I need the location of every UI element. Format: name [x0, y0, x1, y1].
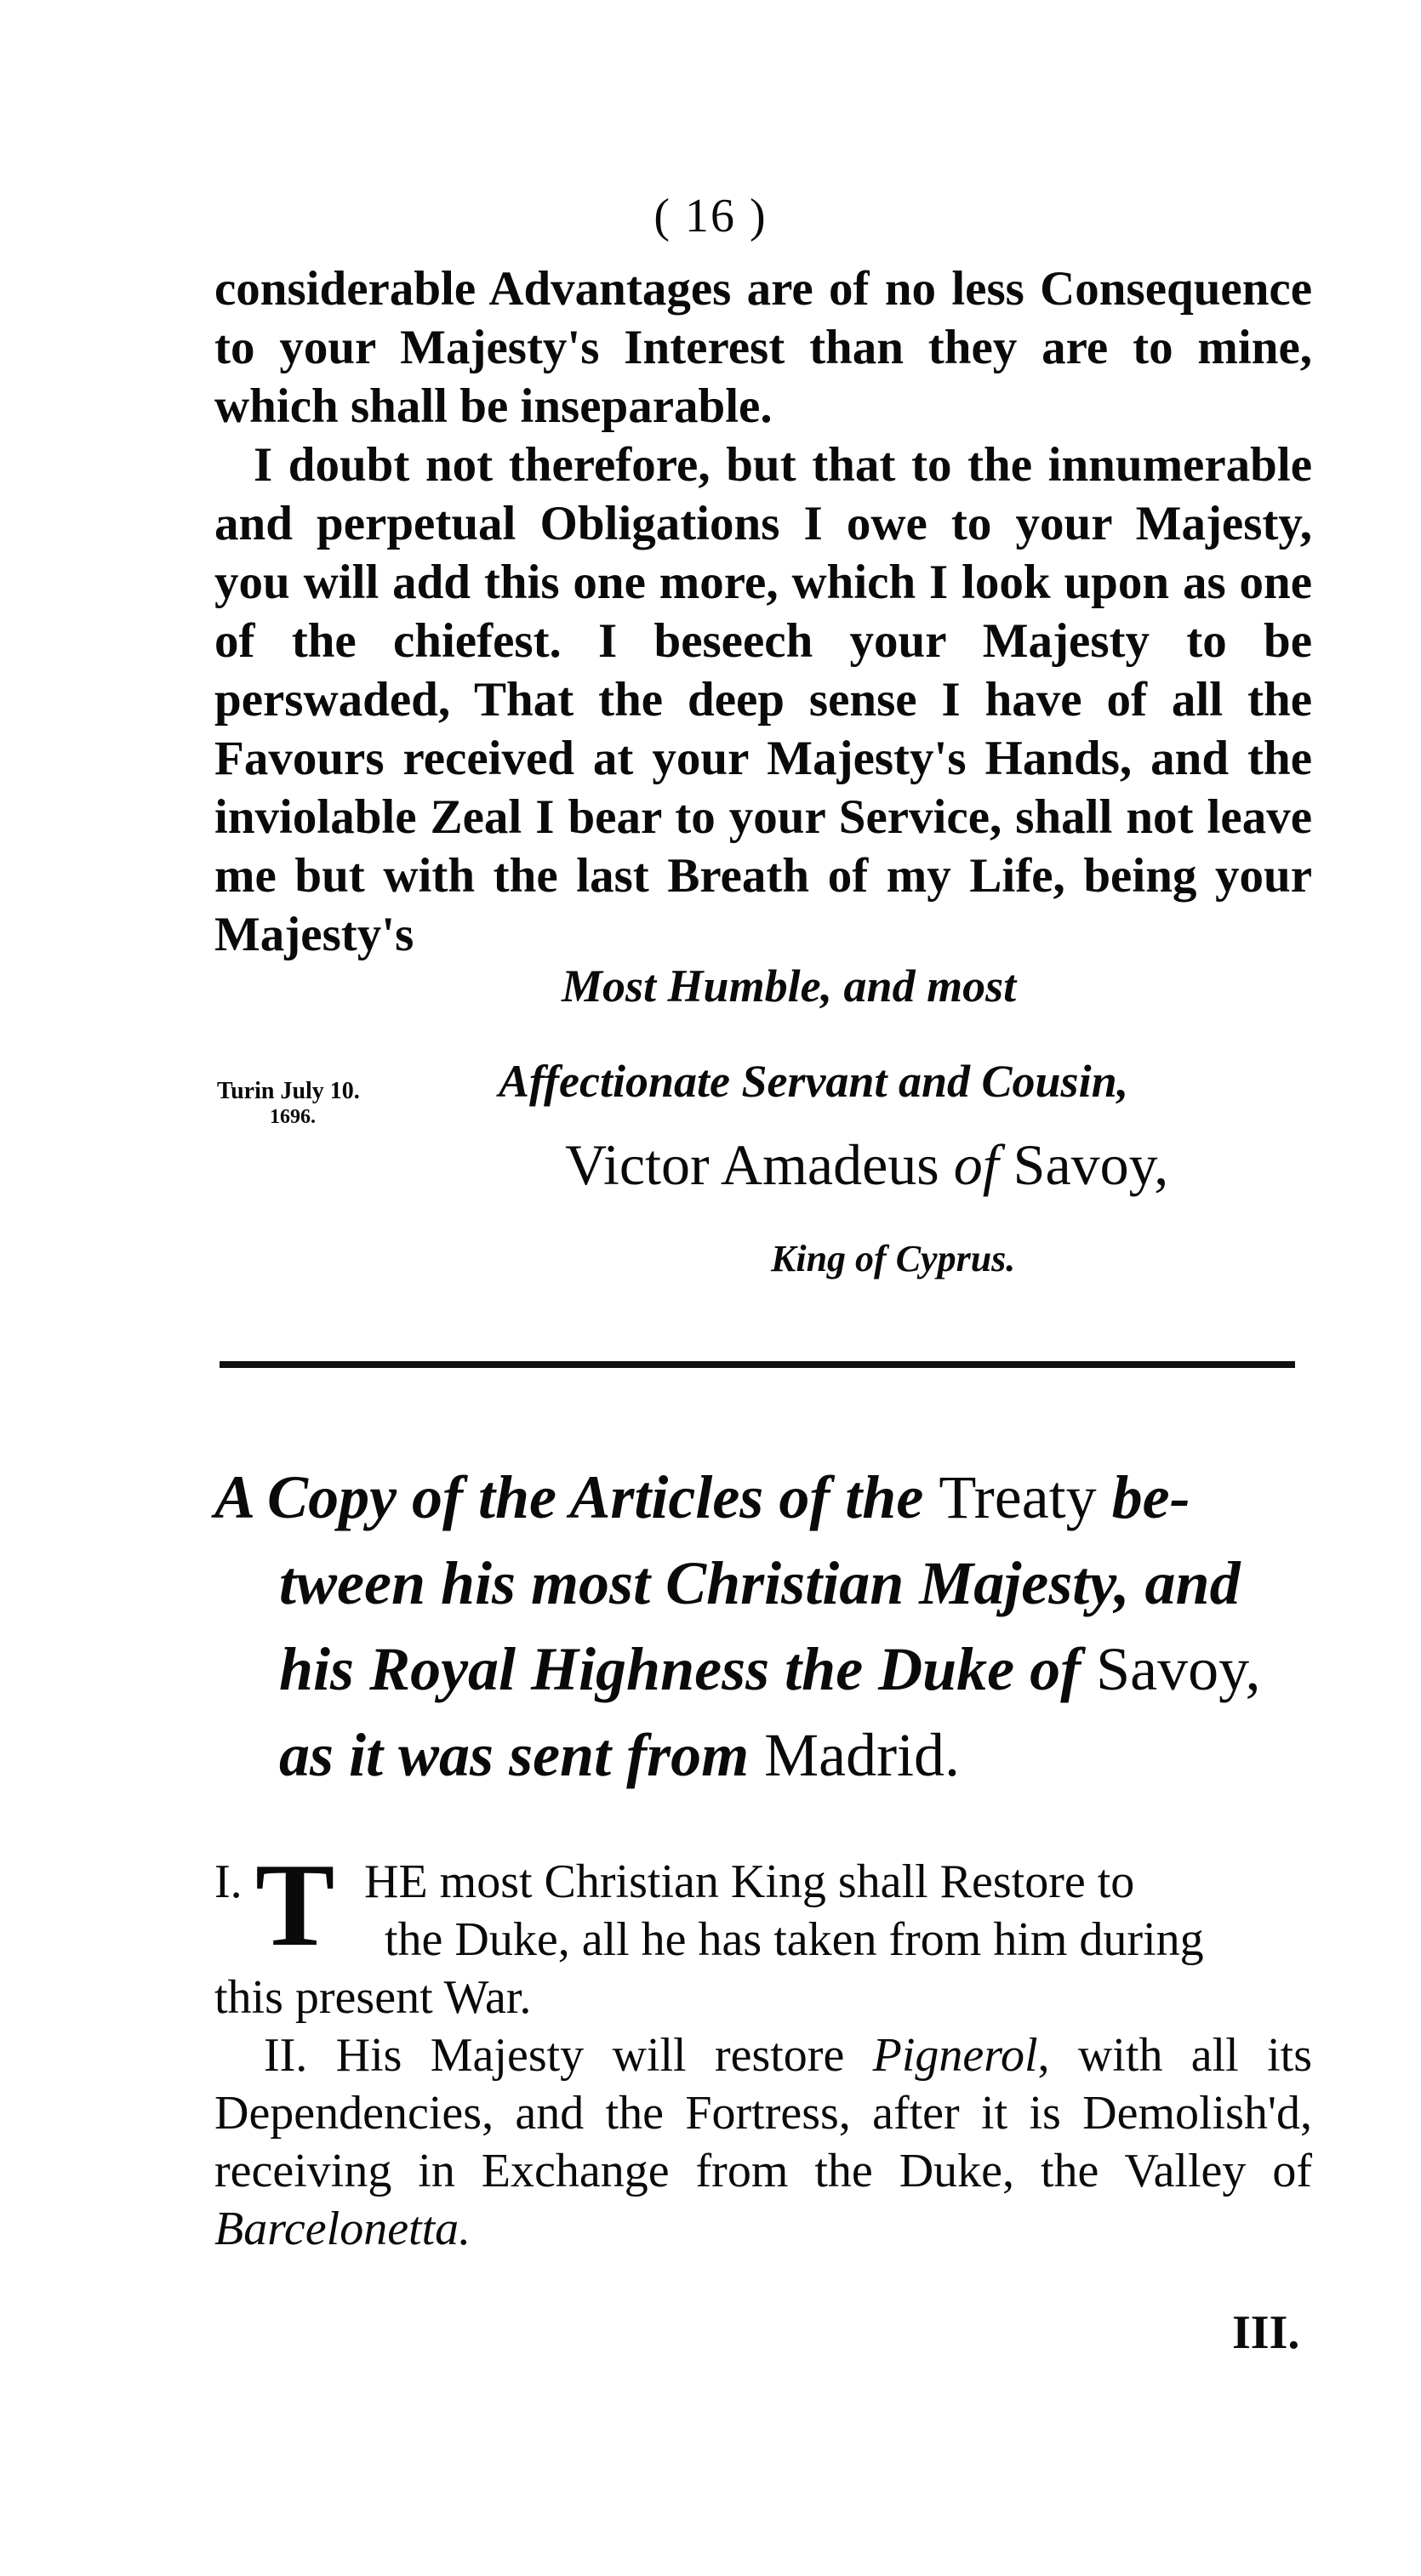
heading-line — [214, 1627, 1321, 1713]
dateline — [217, 1079, 360, 1130]
heading-text: Savoy, — [1096, 1635, 1261, 1703]
heading-line — [214, 1455, 1321, 1541]
heading-text: Madrid. — [764, 1721, 961, 1789]
closing-line: Most Humble, and most — [562, 960, 1017, 1012]
article-text: HE most Christian King shall Restore to — [364, 1855, 1135, 1908]
treaty-heading — [214, 1455, 1321, 1798]
heading-text: A Copy of the Articles of the — [214, 1463, 939, 1531]
article-text: II. His Majesty will restore — [264, 2029, 873, 2082]
article-number: I. — [214, 1855, 243, 1908]
heading-text: Treaty — [939, 1463, 1097, 1531]
signature-title: King of Cyprus. — [771, 1238, 1016, 1279]
place-name: Pignerol — [872, 2029, 1038, 2082]
treaty-articles — [214, 1839, 1312, 2258]
drop-cap: T — [255, 1839, 335, 1971]
heading-text: as it was sent from — [279, 1721, 765, 1789]
signature-of: of — [953, 1132, 999, 1197]
heading-text: be- — [1096, 1463, 1190, 1531]
letter-paragraph: considerable Advantages are of no less Consequence to your Majesty's Interest than they are to mine, which shall be inseparable. — [214, 262, 1312, 433]
heading-text: his Royal Highness the Duke of — [279, 1635, 1097, 1703]
article-text: this present War. — [214, 1971, 532, 2024]
heading-line: tween his most Christian Majesty, and — [279, 1549, 1241, 1617]
section-divider — [220, 1361, 1295, 1368]
signature-name: Victor Amadeus — [565, 1132, 954, 1197]
dateline-place: Turin July 10. — [217, 1078, 360, 1104]
article-2 — [214, 2026, 1312, 2258]
letter-body — [214, 259, 1312, 964]
article-1 — [214, 1839, 1312, 2026]
place-name: Barcelonetta. — [214, 2203, 471, 2255]
signature-place: Savoy, — [998, 1132, 1169, 1197]
letter-paragraph: I doubt not therefore, but that to the innumerable and perpetual Obligations I owe to your Majesty, you will add this one more, which I look upon as one of the chiefest. I beseech your Majesty to be perswaded, That the deep sense I have of all the Favours received at your Majesty's Hands, and the inviolable Zeal I bear to your Service, shall not leave me but with the last Breath of my Life, being your Majesty's — [214, 438, 1312, 961]
closing-line: Affectionate Servant and Cousin, — [499, 1056, 1129, 1107]
article-text: the Duke, all he has taken from him during — [385, 1913, 1204, 1966]
page-number: ( 16 ) — [653, 190, 768, 242]
article-text: , with all its Dependencies, and the Fortress, after it is Demolish'd, receiving in Exchange from the Duke, the Valley of — [214, 2029, 1312, 2197]
dateline-year: 1696. — [270, 1106, 316, 1128]
heading-line — [214, 1713, 1321, 1798]
signature — [565, 1131, 1168, 1199]
catchword: III. — [1232, 2306, 1300, 2359]
